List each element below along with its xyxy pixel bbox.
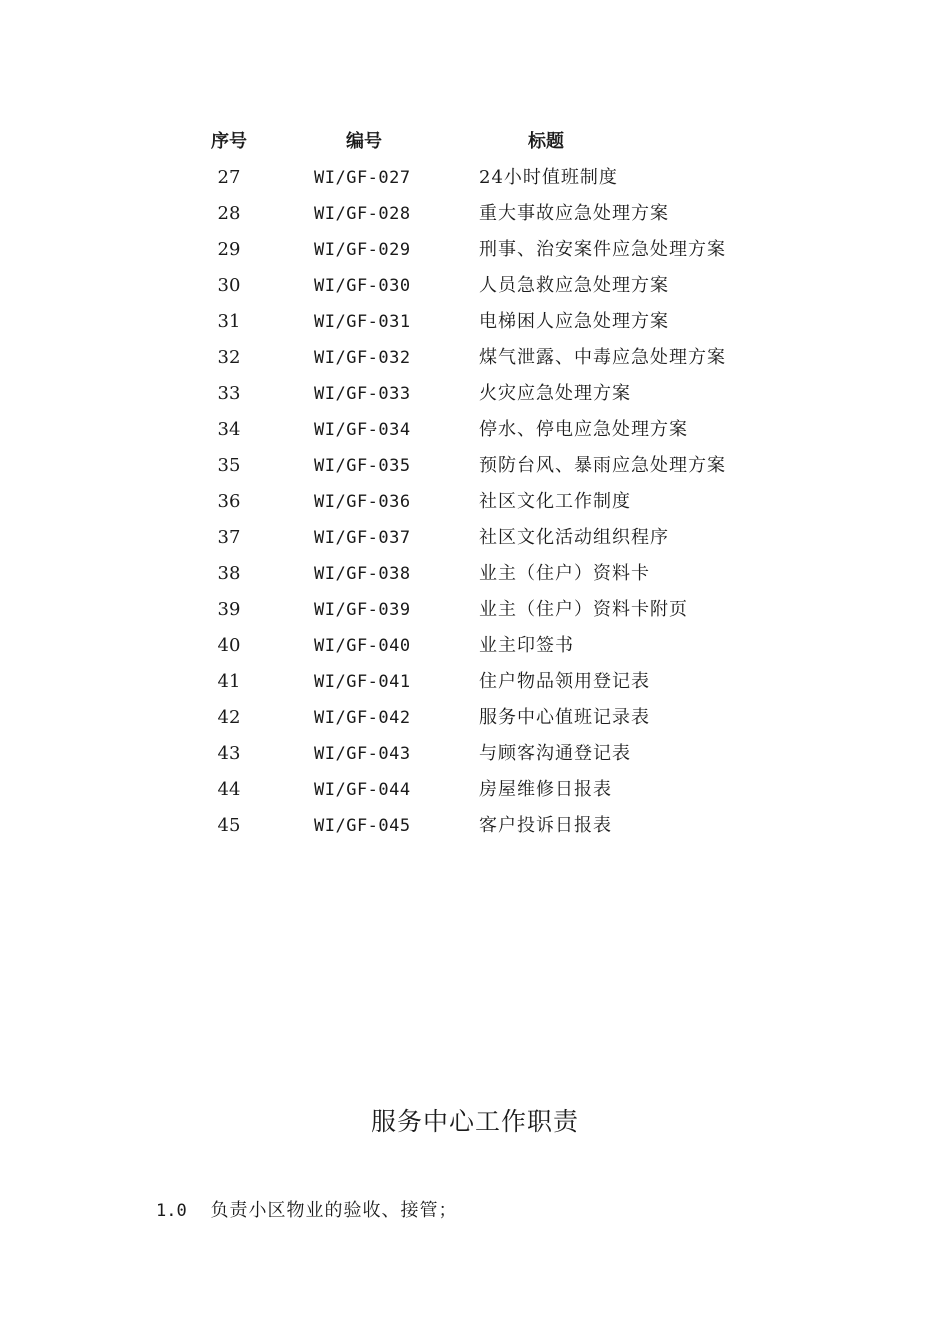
row-title: 重大事故应急处理方案 xyxy=(479,203,669,224)
table-row xyxy=(0,736,950,772)
table-row xyxy=(0,340,950,376)
row-title: 社区文化活动组织程序 xyxy=(479,527,669,548)
row-seq: 40 xyxy=(217,635,241,656)
table-row xyxy=(0,448,950,484)
row-code: WI/GF-042 xyxy=(314,708,411,728)
row-title: 24小时值班制度 xyxy=(479,167,618,188)
row-code: WI/GF-043 xyxy=(314,744,411,764)
row-code: WI/GF-038 xyxy=(314,564,411,584)
table-row xyxy=(0,772,950,808)
row-seq: 38 xyxy=(217,563,241,584)
duty-item xyxy=(156,1196,457,1222)
row-title: 房屋维修日报表 xyxy=(479,779,612,800)
table-row xyxy=(0,520,950,556)
table-row xyxy=(0,412,950,448)
row-seq: 28 xyxy=(217,203,241,224)
row-seq: 31 xyxy=(217,311,241,332)
row-title: 社区文化工作制度 xyxy=(479,491,631,512)
header-title: 标题 xyxy=(528,131,564,152)
row-code: WI/GF-029 xyxy=(314,240,411,260)
row-seq: 43 xyxy=(217,743,241,764)
row-code: WI/GF-033 xyxy=(314,384,411,404)
row-seq: 29 xyxy=(217,239,241,260)
row-code: WI/GF-041 xyxy=(314,672,411,692)
row-title: 停水、停电应急处理方案 xyxy=(479,419,688,440)
row-code: WI/GF-036 xyxy=(314,492,411,512)
table-row xyxy=(0,628,950,664)
table-row xyxy=(0,196,950,232)
row-title: 电梯困人应急处理方案 xyxy=(479,311,669,332)
row-code: WI/GF-044 xyxy=(314,780,411,800)
row-code: WI/GF-028 xyxy=(314,204,411,224)
section-title: 服务中心工作职责 xyxy=(370,1107,579,1136)
table-row xyxy=(0,160,950,196)
row-code: WI/GF-027 xyxy=(314,168,411,188)
row-code: WI/GF-031 xyxy=(314,312,411,332)
row-seq: 36 xyxy=(217,491,241,512)
row-title: 煤气泄露、中毒应急处理方案 xyxy=(479,347,726,368)
row-seq: 32 xyxy=(217,347,241,368)
table-row xyxy=(0,664,950,700)
row-seq: 44 xyxy=(217,779,241,800)
row-seq: 27 xyxy=(217,167,241,188)
table-row xyxy=(0,592,950,628)
row-seq: 45 xyxy=(217,815,241,836)
table-row xyxy=(0,376,950,412)
row-title: 与顾客沟通登记表 xyxy=(479,743,631,764)
row-title: 住户物品领用登记表 xyxy=(479,671,650,692)
row-code: WI/GF-037 xyxy=(314,528,411,548)
row-code: WI/GF-030 xyxy=(314,276,411,296)
row-seq: 41 xyxy=(217,671,241,692)
row-seq: 34 xyxy=(217,419,241,440)
row-title: 刑事、治安案件应急处理方案 xyxy=(479,239,726,260)
row-title: 业主印签书 xyxy=(479,635,574,656)
row-seq: 39 xyxy=(217,599,241,620)
table-row xyxy=(0,700,950,736)
row-title: 客户投诉日报表 xyxy=(479,815,612,836)
duty-item-number: 1.0 xyxy=(156,1201,187,1221)
header-seq: 序号 xyxy=(211,131,247,152)
table-row xyxy=(0,484,950,520)
table-row xyxy=(0,808,950,844)
row-seq: 37 xyxy=(217,527,241,548)
row-title: 业主（住户）资料卡附页 xyxy=(479,599,688,620)
row-title: 火灾应急处理方案 xyxy=(479,383,631,404)
row-code: WI/GF-032 xyxy=(314,348,411,368)
row-title: 预防台风、暴雨应急处理方案 xyxy=(479,455,726,476)
row-seq: 30 xyxy=(217,275,241,296)
row-seq: 35 xyxy=(217,455,241,476)
row-code: WI/GF-035 xyxy=(314,456,411,476)
row-seq: 33 xyxy=(217,383,241,404)
row-title: 服务中心值班记录表 xyxy=(479,707,650,728)
table-header-row xyxy=(0,124,950,160)
row-code: WI/GF-040 xyxy=(314,636,411,656)
table-body xyxy=(0,160,950,844)
table-row xyxy=(0,268,950,304)
document-index-table xyxy=(0,124,950,844)
header-code: 编号 xyxy=(346,131,382,152)
duty-item-text: 负责小区物业的验收、接管； xyxy=(210,1200,458,1221)
row-code: WI/GF-045 xyxy=(314,816,411,836)
row-code: WI/GF-034 xyxy=(314,420,411,440)
row-code: WI/GF-039 xyxy=(314,600,411,620)
row-seq: 42 xyxy=(217,707,241,728)
table-row xyxy=(0,304,950,340)
row-title: 业主（住户）资料卡 xyxy=(479,563,650,584)
row-title: 人员急救应急处理方案 xyxy=(479,275,669,296)
table-row xyxy=(0,232,950,268)
table-row xyxy=(0,556,950,592)
